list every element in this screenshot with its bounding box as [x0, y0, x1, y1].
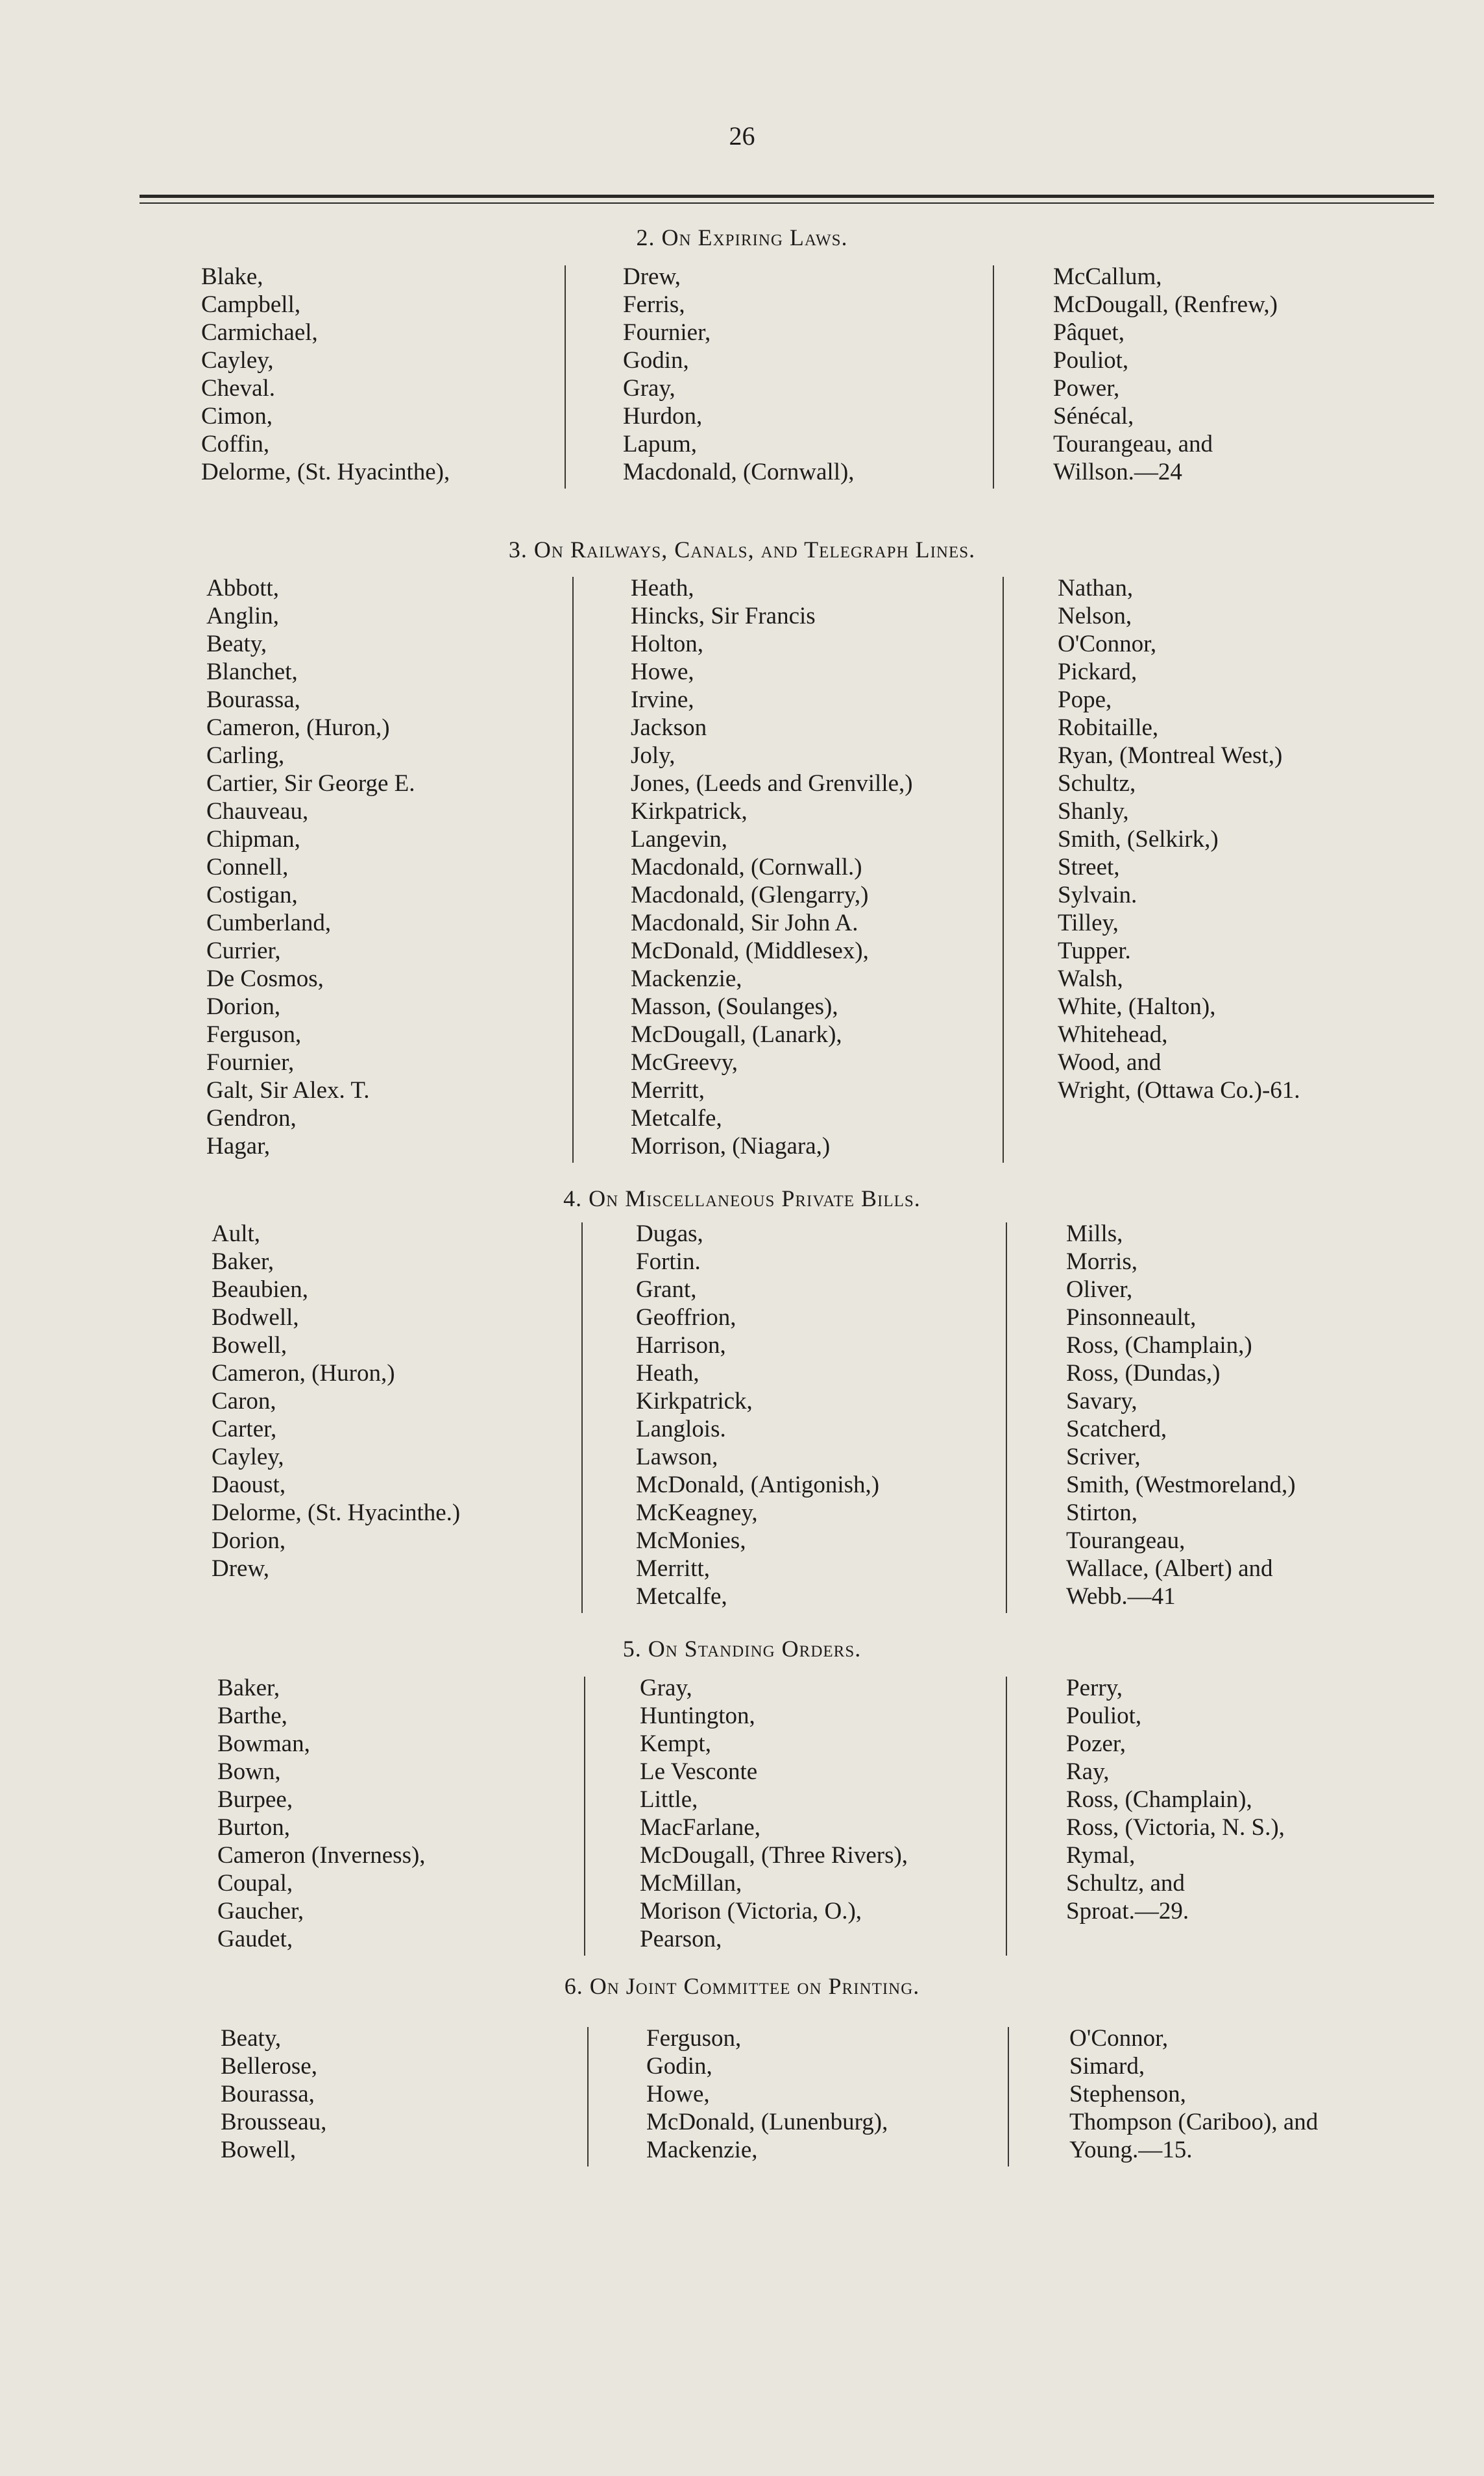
column-divider [1008, 2027, 1009, 2166]
member-name: Blake, [201, 263, 263, 290]
member-name: Pâquet, [1053, 319, 1125, 346]
member-name: Campbell, [201, 291, 301, 318]
member-column [636, 1220, 879, 1610]
member-name: Rymal, [1066, 1842, 1136, 1869]
member-name: Ryan, (Montreal West,) [1058, 742, 1283, 769]
member-column [631, 574, 913, 1160]
member-name: Oliver, [1066, 1276, 1133, 1303]
member-name: Baker, [212, 1248, 274, 1275]
member-name: Godin, [623, 347, 689, 374]
column-divider [1006, 1222, 1007, 1613]
member-column [640, 1674, 908, 1953]
member-name: McDonald, (Antigonish,) [636, 1472, 880, 1498]
member-name: Drew, [212, 1555, 270, 1582]
member-name: Metcalfe, [636, 1583, 727, 1610]
member-name: Ferguson, [206, 1021, 302, 1048]
member-name: Delorme, (St. Hyacinthe), [201, 459, 450, 485]
member-column [1069, 2024, 1318, 2164]
member-name: Kirkpatrick, [631, 798, 748, 825]
member-column [1066, 1674, 1285, 1925]
member-name: Bellerose, [221, 2053, 317, 2080]
member-name: Young.—15. [1069, 2137, 1193, 2163]
member-column [201, 263, 450, 486]
member-name: Burton, [217, 1814, 291, 1841]
member-name: Galt, Sir Alex. T. [206, 1077, 370, 1104]
member-name: Irvine, [631, 686, 694, 713]
member-name: McCallum, [1053, 263, 1162, 290]
member-name: Beaty, [206, 631, 267, 657]
member-name: Dorion, [212, 1527, 286, 1554]
member-name: Sénécal, [1053, 403, 1134, 430]
member-name: Macdonald, (Cornwall), [623, 459, 855, 485]
member-name: Daoust, [212, 1472, 286, 1498]
member-name: Beaubien, [212, 1276, 308, 1303]
member-name: Joly, [631, 742, 675, 769]
member-name: Bowell, [212, 1332, 287, 1359]
member-name: Merritt, [631, 1077, 705, 1104]
column-divider [993, 265, 994, 489]
member-name: Dorion, [206, 993, 281, 1020]
member-name: Mills, [1066, 1220, 1123, 1247]
member-name: Heath, [631, 575, 694, 601]
member-name: Morris, [1066, 1248, 1137, 1275]
member-name: Thompson (Cariboo), and [1069, 2109, 1319, 2135]
member-name: Lapum, [623, 431, 698, 457]
header-rule [140, 195, 1434, 198]
member-name: Little, [640, 1786, 698, 1813]
member-name: Willson.—24 [1053, 459, 1182, 485]
member-name: Fournier, [623, 319, 711, 346]
member-name: Carling, [206, 742, 285, 769]
member-name: Tupper. [1058, 938, 1131, 964]
member-name: Pinsonneault, [1066, 1304, 1197, 1331]
member-name: Bown, [217, 1758, 281, 1785]
member-name: Perry, [1066, 1675, 1123, 1701]
member-name: Cheval. [201, 375, 276, 402]
member-name: Abbott, [206, 575, 280, 601]
member-column [1058, 574, 1300, 1104]
member-column [1066, 1220, 1296, 1610]
member-name: Macdonald, Sir John A. [631, 910, 858, 936]
member-name: Simard, [1069, 2053, 1145, 2080]
member-name: Langlois. [636, 1416, 726, 1442]
member-name: Nelson, [1058, 603, 1132, 629]
member-name: Wood, and [1058, 1049, 1162, 1076]
member-name: De Cosmos, [206, 965, 324, 992]
member-name: Ross, (Champlain,) [1066, 1332, 1252, 1359]
member-name: Cameron, (Huron,) [206, 714, 390, 741]
member-name: Kirkpatrick, [636, 1388, 753, 1414]
page-number: 26 [729, 121, 755, 151]
member-name: Barthe, [217, 1703, 287, 1729]
member-name: Smith, (Westmoreland,) [1066, 1472, 1296, 1498]
member-name: Morrison, (Niagara,) [631, 1133, 831, 1159]
member-name: Whitehead, [1058, 1021, 1168, 1048]
column-divider [572, 577, 574, 1163]
member-name: Godin, [646, 2053, 712, 2080]
member-name: Currier, [206, 938, 281, 964]
member-name: Nathan, [1058, 575, 1134, 601]
member-name: Scriver, [1066, 1444, 1141, 1470]
member-name: Hagar, [206, 1133, 271, 1159]
member-name: Morison (Victoria, O.), [640, 1898, 862, 1924]
member-name: Heath, [636, 1360, 699, 1387]
member-name: Gray, [640, 1675, 692, 1701]
member-name: Hincks, Sir Francis [631, 603, 816, 629]
section-heading: 5. On Standing Orders. [622, 1636, 862, 1662]
member-column [623, 263, 855, 486]
member-name: Mackenzie, [631, 965, 742, 992]
member-name: Drew, [623, 263, 681, 290]
member-name: Savary, [1066, 1388, 1137, 1414]
member-name: Macdonald, (Glengarry,) [631, 882, 869, 908]
member-name: Hurdon, [623, 403, 703, 430]
member-name: Bourassa, [206, 686, 300, 713]
member-name: Scatcherd, [1066, 1416, 1167, 1442]
member-name: Sylvain. [1058, 882, 1137, 908]
member-name: McMonies, [636, 1527, 746, 1554]
member-name: Street, [1058, 854, 1120, 880]
member-name: Bodwell, [212, 1304, 299, 1331]
member-name: Coupal, [217, 1870, 293, 1897]
member-name: Sproat.—29. [1066, 1898, 1189, 1924]
member-name: Shanly, [1058, 798, 1129, 825]
member-name: Baker, [217, 1675, 280, 1701]
member-name: Carter, [212, 1416, 277, 1442]
member-name: Smith, (Selkirk,) [1058, 826, 1219, 853]
member-name: Power, [1053, 375, 1120, 402]
member-column [1053, 263, 1278, 486]
member-name: Cameron, (Huron,) [212, 1360, 395, 1387]
member-name: Jackson [631, 714, 707, 741]
member-name: Chipman, [206, 826, 300, 853]
member-name: McDonald, (Middlesex), [631, 938, 869, 964]
member-name: White, (Halton), [1058, 993, 1216, 1020]
member-name: Kempt, [640, 1730, 711, 1757]
member-name: Cartier, Sir George E. [206, 770, 415, 797]
member-column [206, 574, 415, 1160]
member-name: Costigan, [206, 882, 298, 908]
member-name: Ray, [1066, 1758, 1110, 1785]
member-name: O'Connor, [1058, 631, 1157, 657]
member-name: Cameron (Inverness), [217, 1842, 426, 1869]
member-name: Schultz, [1058, 770, 1136, 797]
member-name: Grant, [636, 1276, 697, 1303]
member-name: Webb.—41 [1066, 1583, 1176, 1610]
member-name: Robitaille, [1058, 714, 1159, 741]
member-name: MacFarlane, [640, 1814, 760, 1841]
column-divider [581, 1222, 583, 1613]
member-name: McGreevy, [631, 1049, 738, 1076]
member-name: Beaty, [221, 2025, 282, 2052]
member-name: Burpee, [217, 1786, 293, 1813]
member-name: Pozer, [1066, 1730, 1126, 1757]
member-name: Pickard, [1058, 659, 1137, 685]
member-name: McDougall, (Lanark), [631, 1021, 842, 1048]
member-name: Howe, [631, 659, 694, 685]
member-name: Carmichael, [201, 319, 318, 346]
member-name: Metcalfe, [631, 1105, 722, 1132]
column-divider [1006, 1677, 1007, 1956]
member-name: Masson, (Soulanges), [631, 993, 838, 1020]
member-name: Huntington, [640, 1703, 755, 1729]
member-name: Ferris, [623, 291, 685, 318]
column-divider [1003, 577, 1004, 1163]
member-name: Tilley, [1058, 910, 1119, 936]
member-name: Bowell, [221, 2137, 297, 2163]
member-name: McKeagney, [636, 1499, 758, 1526]
member-name: Cayley, [201, 347, 274, 374]
member-name: O'Connor, [1069, 2025, 1169, 2052]
member-name: McMillan, [640, 1870, 742, 1897]
member-name: Mackenzie, [646, 2137, 758, 2163]
section-heading: 2. On Expiring Laws. [636, 225, 848, 250]
column-divider [587, 2027, 589, 2166]
member-name: Bourassa, [221, 2081, 315, 2107]
member-name: Connell, [206, 854, 289, 880]
member-name: Pouliot, [1053, 347, 1129, 374]
member-name: McDougall, (Renfrew,) [1053, 291, 1278, 318]
member-name: Anglin, [206, 603, 280, 629]
section-heading: 3. On Railways, Canals, and Telegraph Lines. [508, 537, 976, 563]
member-name: Dugas, [636, 1220, 703, 1247]
member-name: Merritt, [636, 1555, 711, 1582]
member-column [221, 2024, 326, 2164]
member-name: Ross, (Champlain), [1066, 1786, 1252, 1813]
member-name: Stirton, [1066, 1499, 1137, 1526]
member-name: Ault, [212, 1220, 261, 1247]
member-name: Harrison, [636, 1332, 726, 1359]
member-name: Macdonald, (Cornwall.) [631, 854, 862, 880]
member-name: Gendron, [206, 1105, 297, 1132]
member-name: Delorme, (St. Hyacinthe.) [212, 1499, 461, 1526]
member-name: Coffin, [201, 431, 270, 457]
member-name: Schultz, and [1066, 1870, 1185, 1897]
member-name: Ross, (Victoria, N. S.), [1066, 1814, 1285, 1841]
member-name: Fortin. [636, 1248, 701, 1275]
member-name: Caron, [212, 1388, 276, 1414]
member-column [217, 1674, 426, 1953]
header-rule-thin [140, 202, 1434, 204]
member-name: Jones, (Leeds and Grenville,) [631, 770, 913, 797]
member-column [212, 1220, 460, 1583]
member-name: Fournier, [206, 1049, 295, 1076]
member-name: Gaudet, [217, 1926, 293, 1952]
member-name: Chauveau, [206, 798, 309, 825]
member-name: Pearson, [640, 1926, 722, 1952]
member-name: Gray, [623, 375, 675, 402]
member-name: Cimon, [201, 403, 273, 430]
member-name: Langevin, [631, 826, 727, 853]
member-name: Lawson, [636, 1444, 718, 1470]
section-heading: 4. On Miscellaneous Private Bills. [563, 1185, 921, 1211]
member-name: Tourangeau, [1066, 1527, 1186, 1554]
member-name: Pope, [1058, 686, 1112, 713]
member-name: Le Vesconte [640, 1758, 758, 1785]
member-name: Cayley, [212, 1444, 284, 1470]
member-name: Howe, [646, 2081, 710, 2107]
member-name: Holton, [631, 631, 704, 657]
member-name: Geoffrion, [636, 1304, 736, 1331]
member-name: Ross, (Dundas,) [1066, 1360, 1221, 1387]
member-name: Wallace, (Albert) and [1066, 1555, 1273, 1582]
column-divider [584, 1677, 585, 1956]
member-name: Gaucher, [217, 1898, 304, 1924]
member-name: Wright, (Ottawa Co.)-61. [1058, 1077, 1300, 1104]
member-name: Tourangeau, and [1053, 431, 1213, 457]
member-name: Ferguson, [646, 2025, 742, 2052]
section-heading: 6. On Joint Committee on Printing. [564, 1973, 920, 1999]
member-name: Stephenson, [1069, 2081, 1186, 2107]
column-divider [565, 265, 566, 489]
member-name: Bowman, [217, 1730, 310, 1757]
member-column [646, 2024, 888, 2164]
member-name: McDougall, (Three Rivers), [640, 1842, 908, 1869]
member-name: Brousseau, [221, 2109, 327, 2135]
member-name: Walsh, [1058, 965, 1123, 992]
member-name: McDonald, (Lunenburg), [646, 2109, 888, 2135]
member-name: Pouliot, [1066, 1703, 1142, 1729]
member-name: Cumberland, [206, 910, 332, 936]
member-name: Blanchet, [206, 659, 298, 685]
